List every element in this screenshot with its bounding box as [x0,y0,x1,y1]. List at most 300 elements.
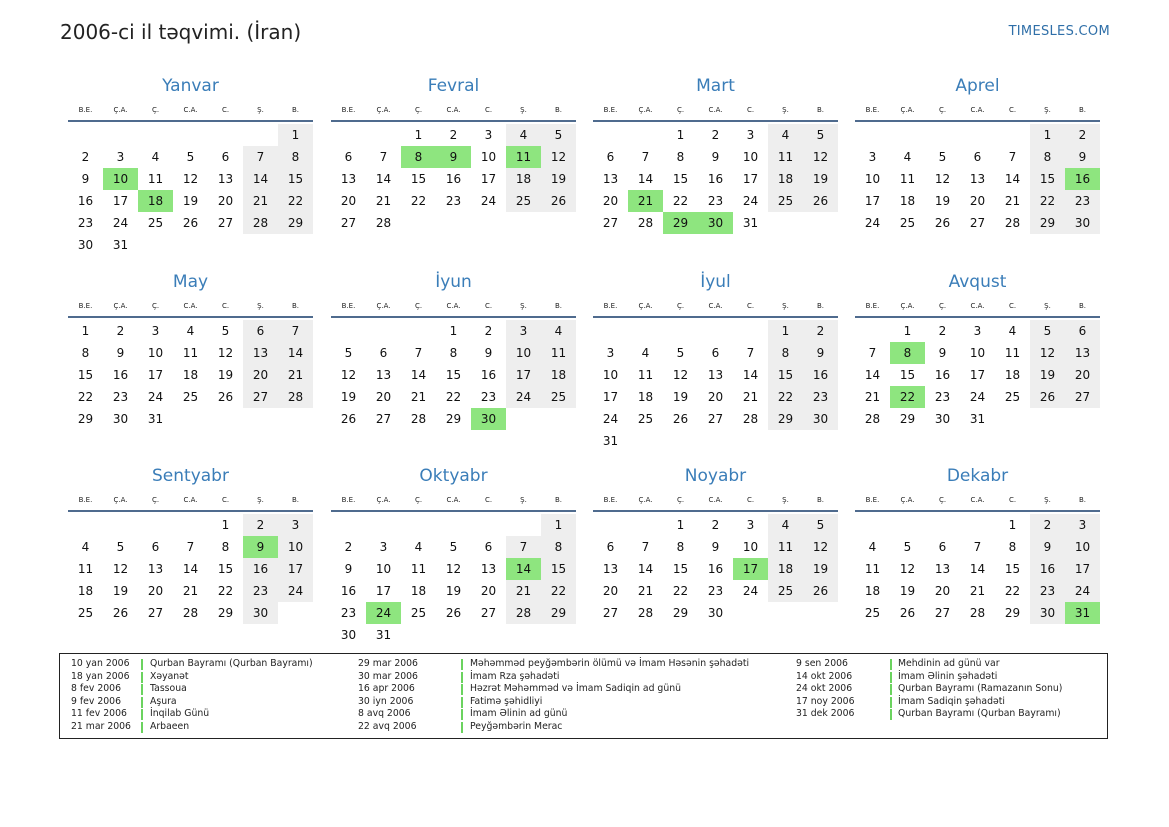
day-cell: 1 [676,518,685,532]
day-cell: 9 [484,346,493,360]
day-cell: 5 [116,540,125,554]
weekday-label: C. [746,302,755,310]
day-cell: 11 [147,172,164,186]
day-cell: 15 [77,368,94,382]
legend-date: 21 mar 2006 [71,720,131,732]
day-cell: 20 [1065,364,1100,386]
weekday-label: Ç.A. [113,106,128,114]
legend-marker [141,709,143,720]
day-cell: 6 [973,150,982,164]
day-cell: 31 [147,412,164,426]
day-cell: 12 [217,346,234,360]
day-cell: 16 [243,558,278,580]
day-cell: 18 [410,584,427,598]
day-cell: 28 [864,412,881,426]
day-cell: 2 [938,324,947,338]
day-cell: 18 [506,168,541,190]
day-cell: 30 [934,412,951,426]
day-cell: 6 [243,320,278,342]
day-cell: 7 [746,346,755,360]
day-cell: 28 [637,606,654,620]
day-cell: 27 [217,216,234,230]
weekday-header [855,488,1100,512]
day-cell: 1 [278,124,313,146]
legend-marker [461,709,463,720]
day-cell: 21 [1004,194,1021,208]
month-name: Fevral [427,76,480,96]
day-cell: 13 [147,562,164,576]
day-cell: 27 [243,386,278,408]
day-cell: 9 [344,562,353,576]
legend-item [358,708,778,721]
day-grid [593,514,838,624]
day-cell: 17 [112,194,129,208]
day-cell: 18 [138,190,173,212]
day-cell: 30 [1065,212,1100,234]
legend-date: 22 avq 2006 [358,720,417,732]
day-cell: 26 [541,190,576,212]
day-grid [593,320,838,452]
day-cell: 25 [899,216,916,230]
day-cell: 10 [103,168,138,190]
weekday-label: C.A. [970,496,985,504]
day-cell: 11 [506,146,541,168]
day-cell: 20 [707,390,724,404]
day-cell: 7 [379,150,388,164]
day-cell: 10 [480,150,497,164]
day-cell: 10 [969,346,986,360]
day-cell: 20 [147,584,164,598]
weekday-label: Ş. [257,302,264,310]
day-cell: 2 [1065,124,1100,146]
day-cell: 7 [973,540,982,554]
day-cell: 27 [340,216,357,230]
legend-name: Arbaeen [150,720,190,732]
day-cell: 28 [1004,216,1021,230]
day-cell: 11 [77,562,94,576]
day-cell: 7 [868,346,877,360]
day-cell: 15 [278,168,313,190]
legend-marker [141,659,143,670]
day-cell: 11 [768,536,803,558]
day-cell: 9 [81,172,90,186]
day-cell: 8 [449,346,458,360]
day-cell: 16 [112,368,129,382]
day-cell: 22 [1004,584,1021,598]
day-cell: 31 [969,412,986,426]
day-cell: 29 [541,602,576,624]
day-cell: 24 [480,194,497,208]
day-cell: 3 [973,324,982,338]
weekday-label: Ş. [1044,496,1051,504]
weekday-label: Ç.A. [638,496,653,504]
day-cell: 24 [366,602,401,624]
weekday-header [331,294,576,318]
day-cell: 5 [186,150,195,164]
day-cell: 16 [934,368,951,382]
day-cell: 1 [221,518,230,532]
day-cell: 17 [733,558,768,580]
day-cell: 29 [899,412,916,426]
weekday-header [331,98,576,122]
day-cell: 3 [746,128,755,142]
weekday-label: B. [291,496,300,504]
day-cell: 19 [803,558,838,580]
legend-marker [890,684,892,695]
day-cell: 7 [243,146,278,168]
day-cell: 26 [1030,386,1065,408]
weekday-label: C.A. [183,496,198,504]
day-cell: 26 [340,412,357,426]
day-cell: 27 [147,606,164,620]
day-cell: 19 [217,368,234,382]
day-cell: 21 [243,190,278,212]
day-cell: 2 [243,514,278,536]
weekday-header [593,294,838,318]
legend-name: Fatimə şəhidliyi [470,695,543,707]
weekday-label: C.A. [970,106,985,114]
day-cell: 8 [1008,540,1017,554]
weekday-label: Ç.A. [638,302,653,310]
legend-date: 14 okt 2006 [796,670,853,682]
day-cell: 25 [541,386,576,408]
day-cell: 30 [340,628,357,642]
day-cell: 22 [672,584,689,598]
weekday-label: B.E. [78,496,93,504]
day-cell: 4 [1008,324,1017,338]
legend-name: İmam Sadiqin şəhadəti [898,695,1005,707]
day-cell: 16 [1065,168,1100,190]
day-cell: 16 [707,562,724,576]
day-cell: 15 [1030,168,1065,190]
weekday-label: B. [1078,302,1087,310]
day-cell: 25 [768,580,803,602]
legend-item [796,671,1096,684]
day-cell: 8 [401,146,436,168]
day-grid [68,514,313,624]
day-cell: 12 [1030,342,1065,364]
day-cell: 24 [506,386,541,408]
day-cell: 1 [81,324,90,338]
weekday-label: Ç. [676,496,685,504]
day-cell: 3 [606,346,615,360]
day-cell: 8 [1030,146,1065,168]
weekday-label: B.E. [341,106,356,114]
day-cell: 27 [480,606,497,620]
day-cell: 12 [340,368,357,382]
day-cell: 16 [707,172,724,186]
day-cell: 29 [445,412,462,426]
weekday-label: Ç. [414,106,423,114]
day-cell: 12 [445,562,462,576]
day-cell: 17 [375,584,392,598]
day-cell: 4 [186,324,195,338]
legend-name: Peyğəmbərin Merac [470,720,563,732]
weekday-label: Ş. [520,106,527,114]
legend-name: Qurban Bayramı (Ramazanın Sonu) [898,683,1063,695]
day-cell: 24 [112,216,129,230]
day-cell: 22 [278,190,313,212]
weekday-label: Ç. [151,496,160,504]
day-cell: 2 [711,128,720,142]
weekday-label: Ş. [257,106,264,114]
day-cell: 10 [602,368,619,382]
weekday-label: B.E. [865,496,880,504]
weekday-label: B. [816,496,825,504]
weekday-label: Ş. [782,106,789,114]
day-cell: 16 [340,584,357,598]
day-cell: 1 [1030,124,1065,146]
day-cell: 28 [969,606,986,620]
day-cell: 5 [803,514,838,536]
day-cell: 14 [637,172,654,186]
day-cell: 21 [375,194,392,208]
day-cell: 17 [1065,558,1100,580]
day-cell: 9 [116,346,125,360]
day-cell: 4 [506,124,541,146]
legend-item [796,683,1096,696]
legend-date: 11 fev 2006 [71,708,127,720]
day-cell: 21 [969,584,986,598]
day-cell: 17 [147,368,164,382]
weekday-label: B.E. [603,106,618,114]
day-cell: 21 [506,580,541,602]
day-cell: 11 [864,562,881,576]
day-cell: 2 [116,324,125,338]
weekday-label: B. [816,106,825,114]
day-cell: 30 [1030,602,1065,624]
day-cell: 18 [1004,368,1021,382]
day-cell: 22 [768,386,803,408]
weekday-header [855,294,1100,318]
legend-name: İmam Əlinin şəhadəti [898,670,998,682]
legend-date: 9 fev 2006 [71,695,121,707]
legend-marker [141,684,143,695]
legend-date: 18 yan 2006 [71,670,130,682]
day-cell: 14 [637,562,654,576]
day-cell: 24 [864,216,881,230]
weekday-label: Ç.A. [900,302,915,310]
day-cell: 8 [541,536,576,558]
weekday-label: C.A. [446,496,461,504]
day-cell: 6 [606,150,615,164]
day-cell: 25 [768,190,803,212]
day-cell: 24 [742,584,759,598]
legend-item [358,696,778,709]
site-link[interactable]: TIMESLES.COM [1008,24,1110,39]
legend-date: 8 avq 2006 [358,708,411,720]
day-cell: 9 [711,540,720,554]
day-cell: 14 [864,368,881,382]
weekday-label: Ç. [414,496,423,504]
day-cell: 24 [969,390,986,404]
day-cell: 28 [243,212,278,234]
weekday-label: Ş. [782,496,789,504]
legend-date: 8 fev 2006 [71,683,121,695]
day-grid [855,514,1100,624]
day-cell: 9 [938,346,947,360]
day-cell: 27 [969,216,986,230]
legend-item [358,683,778,696]
legend-marker [890,672,892,683]
legend-column [358,658,778,734]
day-cell: 28 [506,602,541,624]
weekday-label: C.A. [708,496,723,504]
day-cell: 5 [1030,320,1065,342]
legend-name: Qurban Bayramı (Qurban Bayramı) [150,658,313,669]
day-cell: 11 [768,146,803,168]
day-cell: 10 [742,540,759,554]
day-cell: 22 [1030,190,1065,212]
weekday-label: Ç.A. [376,302,391,310]
day-cell: 22 [541,580,576,602]
day-cell: 26 [445,606,462,620]
day-cell: 20 [934,584,951,598]
day-cell: 15 [768,364,803,386]
day-cell: 15 [672,172,689,186]
weekday-label: B. [554,496,563,504]
weekday-label: Ç.A. [900,106,915,114]
day-cell: 4 [541,320,576,342]
legend-marker [461,659,463,670]
day-cell: 3 [379,540,388,554]
day-cell: 1 [414,128,423,142]
legend-item [796,708,1096,721]
day-cell: 1 [449,324,458,338]
legend-date: 30 mar 2006 [358,670,418,682]
day-cell: 14 [243,168,278,190]
day-grid [855,320,1100,430]
day-cell: 23 [445,194,462,208]
day-cell: 12 [182,172,199,186]
legend-date: 29 mar 2006 [358,658,418,669]
legend-item [358,671,778,684]
day-cell: 4 [768,124,803,146]
weekday-header [593,488,838,512]
day-cell: 7 [641,150,650,164]
month-2 [593,74,838,234]
day-cell: 9 [1030,536,1065,558]
day-cell: 10 [375,562,392,576]
day-cell: 30 [243,602,278,624]
day-cell: 11 [541,342,576,364]
day-cell: 14 [410,368,427,382]
legend-date: 31 dek 2006 [796,708,855,720]
legend-name: Həzrət Məhəmməd və İmam Sadiqin ad günü [470,683,682,695]
day-cell: 31 [742,216,759,230]
day-cell: 17 [480,172,497,186]
month-name: Noyabr [684,466,747,486]
day-cell: 24 [602,412,619,426]
day-cell: 7 [506,536,541,558]
day-cell: 27 [707,412,724,426]
day-cell: 23 [707,584,724,598]
legend-item [358,658,778,671]
month-name: Dekabr [946,466,1009,486]
weekday-label: Ç. [151,106,160,114]
day-grid [331,514,576,646]
day-cell: 28 [182,606,199,620]
day-cell: 29 [672,606,689,620]
weekday-label: B.E. [603,302,618,310]
day-cell: 14 [1004,172,1021,186]
month-name: İyun [435,272,472,292]
day-cell: 23 [112,390,129,404]
day-cell: 9 [1065,146,1100,168]
weekday-label: B.E. [865,302,880,310]
day-cell: 9 [243,536,278,558]
day-cell: 13 [375,368,392,382]
day-cell: 1 [768,320,803,342]
day-cell: 2 [344,540,353,554]
day-cell: 26 [112,606,129,620]
month-9 [331,464,576,646]
legend-date: 16 apr 2006 [358,683,415,695]
weekday-label: C.A. [446,302,461,310]
day-cell: 5 [449,540,458,554]
month-10 [593,464,838,624]
day-cell: 26 [217,390,234,404]
day-cell: 20 [243,364,278,386]
weekday-label: B. [816,302,825,310]
day-cell: 26 [899,606,916,620]
day-cell: 22 [445,390,462,404]
day-cell: 11 [410,562,427,576]
day-cell: 17 [742,172,759,186]
day-cell: 5 [344,346,353,360]
day-cell: 14 [506,558,541,580]
month-6 [593,270,838,452]
weekday-label: C.A. [708,302,723,310]
day-cell: 31 [112,238,129,252]
weekday-label: Ç.A. [638,106,653,114]
day-cell: 12 [112,562,129,576]
day-cell: 31 [1065,602,1100,624]
day-cell: 2 [449,128,458,142]
day-cell: 28 [278,386,313,408]
month-7 [855,270,1100,430]
weekday-label: Ç.A. [113,496,128,504]
weekday-label: Ç. [414,302,423,310]
weekday-label: Ş. [520,302,527,310]
day-cell: 20 [340,194,357,208]
weekday-label: C. [1008,496,1017,504]
weekday-label: B. [1078,106,1087,114]
weekday-label: Ç. [151,302,160,310]
day-cell: 23 [77,216,94,230]
day-cell: 8 [221,540,230,554]
day-cell: 26 [803,580,838,602]
day-cell: 24 [742,194,759,208]
legend-name: Qurban Bayramı (Qurban Bayramı) [898,708,1061,720]
day-cell: 1 [541,514,576,536]
day-cell: 17 [602,390,619,404]
day-cell: 24 [147,390,164,404]
day-cell: 3 [746,518,755,532]
day-cell: 22 [672,194,689,208]
day-cell: 18 [899,194,916,208]
day-cell: 3 [116,150,125,164]
weekday-label: C. [746,106,755,114]
day-cell: 13 [217,172,234,186]
weekday-label: C. [221,496,230,504]
day-cell: 13 [340,172,357,186]
month-8 [68,464,313,624]
weekday-label: C. [484,496,493,504]
month-name: Mart [696,76,735,96]
legend-date: 9 sen 2006 [796,658,848,669]
day-cell: 7 [1008,150,1017,164]
